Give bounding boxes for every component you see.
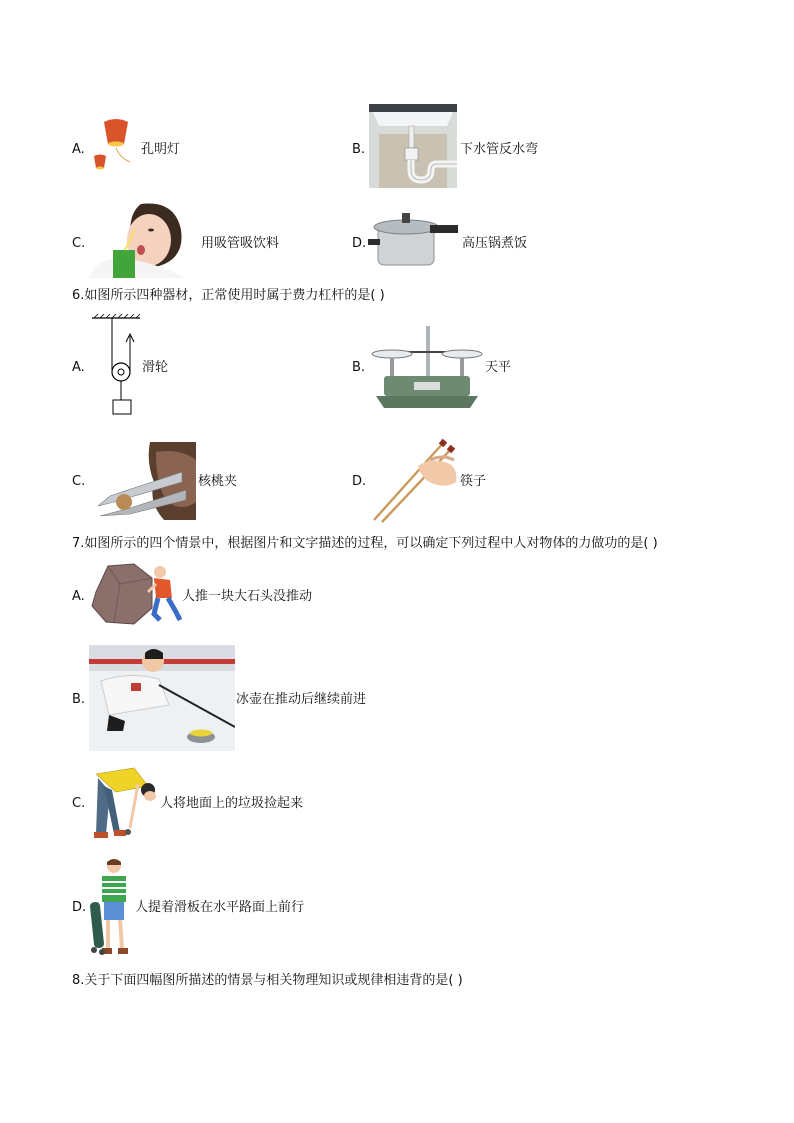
drain-trap-image xyxy=(369,104,457,188)
q6-option-b-letter: B. xyxy=(352,360,366,375)
q6-option-b-text: 天平 xyxy=(485,360,512,375)
pressure-cooker-image xyxy=(368,209,460,269)
balance-scale-image xyxy=(370,322,484,410)
q6-option-d-text: 筷子 xyxy=(460,474,487,489)
q7-option-c-text: 人将地面上的垃圾捡起来 xyxy=(160,796,304,811)
q5-option-a-text: 孔明灯 xyxy=(141,142,181,157)
question-6-stem: 6.如图所示四种器材，正常使用时属于费力杠杆的是( ) xyxy=(72,288,385,303)
q7-option-c-letter: C. xyxy=(72,796,86,811)
question-8-stem: 8.关于下面四幅图所描述的情景与相关物理知识或规律相违背的是( ) xyxy=(72,973,463,988)
q5-option-b-text: 下水管反水弯 xyxy=(460,142,539,157)
q6-option-c-text: 核桃夹 xyxy=(198,474,238,489)
pulley-diagram xyxy=(90,314,142,418)
q5-option-c-letter: C. xyxy=(72,236,86,251)
q7-option-d-letter: D. xyxy=(72,900,87,915)
curling-image xyxy=(89,645,235,751)
pick-up-trash-image xyxy=(90,764,160,840)
q6-option-a-text: 滑轮 xyxy=(142,360,169,375)
q5-option-c-text: 用吸管吸饮料 xyxy=(201,236,280,251)
q5-option-b-letter: B. xyxy=(352,142,366,157)
sky-lantern-image xyxy=(90,118,138,178)
q6-option-d-letter: D. xyxy=(352,474,367,489)
q6-option-c-letter: C. xyxy=(72,474,86,489)
q5-option-d-text: 高压锅煮饭 xyxy=(462,236,528,251)
carry-skateboard-image xyxy=(90,856,134,958)
q5-option-d-letter: D. xyxy=(352,236,367,251)
q7-option-b-letter: B. xyxy=(72,692,86,707)
q7-option-a-letter: A. xyxy=(72,589,85,604)
q7-option-b-text: 冰壶在推动后继续前进 xyxy=(236,692,367,707)
q7-option-a-text: 人推一块大石头没推动 xyxy=(182,589,313,604)
nutcracker-image xyxy=(90,442,196,520)
question-7-stem: 7.如图所示的四个情景中，根据图片和文字描述的过程，可以确定下列过程中人对物体的力做功的是( ) xyxy=(72,536,658,551)
q5-option-a-letter: A. xyxy=(72,142,85,157)
push-boulder-image xyxy=(90,562,182,626)
child-drinking-straw-image xyxy=(89,200,195,278)
q6-option-a-letter: A. xyxy=(72,360,85,375)
chopsticks-image xyxy=(370,436,458,524)
q7-option-d-text: 人提着滑板在水平路面上前行 xyxy=(135,900,305,915)
